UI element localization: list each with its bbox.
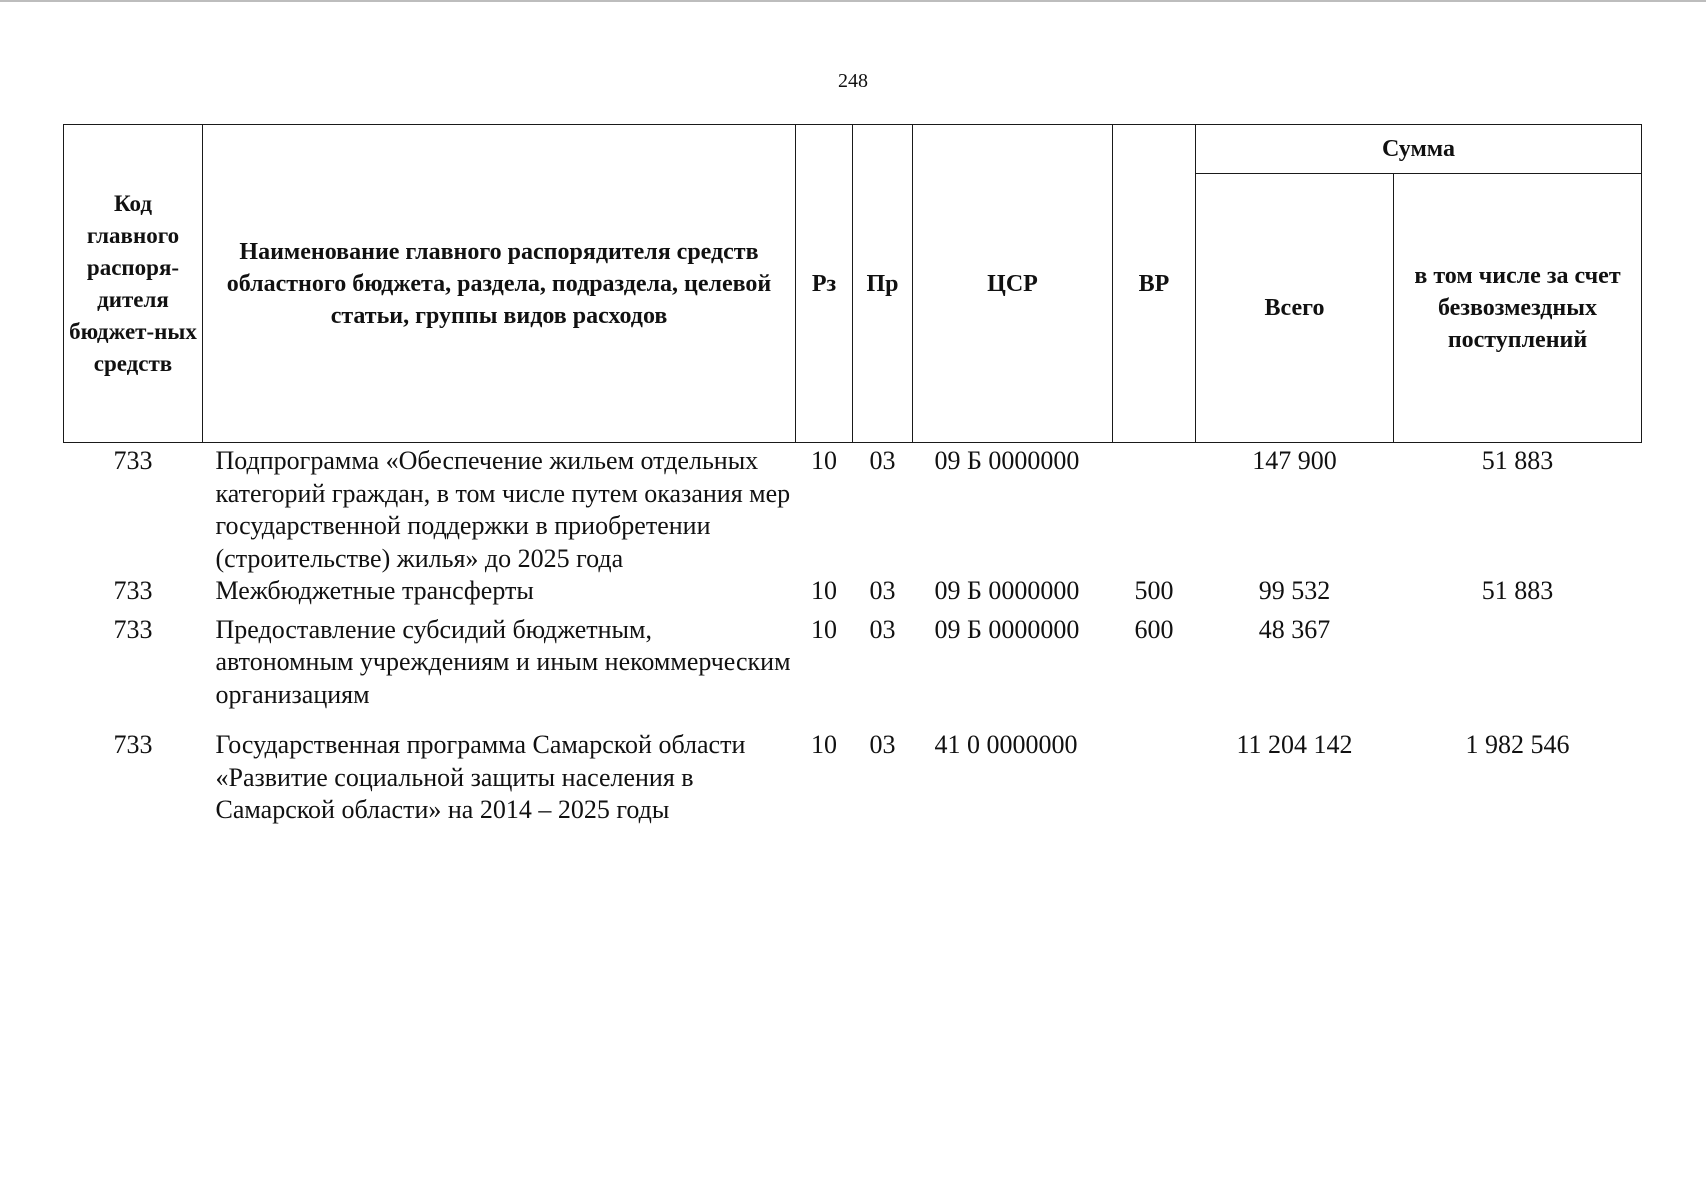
row-vr xyxy=(1113,443,1196,576)
row-pr: 03 xyxy=(869,614,896,644)
header-total: Всего xyxy=(1196,174,1394,443)
budget-table xyxy=(63,124,1642,827)
row-pr: 03 xyxy=(869,446,896,475)
table-row xyxy=(64,575,1642,614)
row-free xyxy=(1394,614,1642,730)
row-name: Подпрограмма «Обеспечение жильем отдельных категорий граждан, в том числе путем оказания мер государственной поддержки в приобретении (строительстве) жилья» до 2025 года xyxy=(215,446,791,573)
row-name: Межбюджетные трансферты xyxy=(215,576,534,605)
row-total: 11 204 142 xyxy=(1236,730,1353,759)
row-code: 733 xyxy=(113,576,153,605)
row-rz: 10 xyxy=(811,446,837,475)
row-csr: 41 0 0000000 xyxy=(934,730,1078,759)
row-total: 48 367 xyxy=(1258,614,1331,644)
header-free: в том числе за счет безвозмездных поступлений xyxy=(1394,174,1642,443)
header-vr: ВР xyxy=(1113,125,1196,443)
row-free: 51 883 xyxy=(1481,576,1554,605)
row-csr: 09 Б 0000000 xyxy=(934,614,1080,644)
row-rz: 10 xyxy=(811,730,837,759)
row-total: 99 532 xyxy=(1258,576,1331,605)
table-row xyxy=(64,729,1642,827)
row-vr: 600 xyxy=(1134,614,1174,644)
page-number: 248 xyxy=(838,70,868,92)
header-pr: Пр xyxy=(853,125,913,443)
row-pr: 03 xyxy=(869,576,896,605)
scan-edge xyxy=(0,0,1706,2)
header-name: Наименование главного распорядителя средств областного бюджета, раздела, подраздела, целевой статьи, группы видов расходов xyxy=(203,125,796,443)
row-csr: 09 Б 0000000 xyxy=(934,446,1080,475)
row-total: 147 900 xyxy=(1252,446,1337,475)
row-name: Государственная программа Самарской области «Развитие социальной защиты населения в Самарской области» на 2014 – 2025 годы xyxy=(215,730,746,824)
table-row xyxy=(64,443,1642,576)
row-rz: 10 xyxy=(811,576,837,605)
row-csr: 09 Б 0000000 xyxy=(934,576,1080,605)
row-name: Предоставление субсидий бюджетным, автономным учреждениям и иным некоммерческим организациям xyxy=(215,614,791,709)
row-free: 1 982 546 xyxy=(1465,730,1570,759)
row-vr: 500 xyxy=(1134,576,1174,605)
row-free: 51 883 xyxy=(1481,446,1554,475)
header-sum: Сумма xyxy=(1196,125,1642,174)
row-code: 733 xyxy=(113,614,153,644)
header-csr: ЦСР xyxy=(913,125,1113,443)
row-rz: 10 xyxy=(811,614,837,644)
header-rz: Рз xyxy=(796,125,853,443)
header-code: Код главного распоря-дителя бюджет-ных средств xyxy=(64,125,203,443)
row-code: 733 xyxy=(113,730,153,759)
row-code: 733 xyxy=(113,446,153,475)
row-pr: 03 xyxy=(869,730,896,759)
row-vr xyxy=(1113,729,1196,827)
table-row xyxy=(64,614,1642,730)
